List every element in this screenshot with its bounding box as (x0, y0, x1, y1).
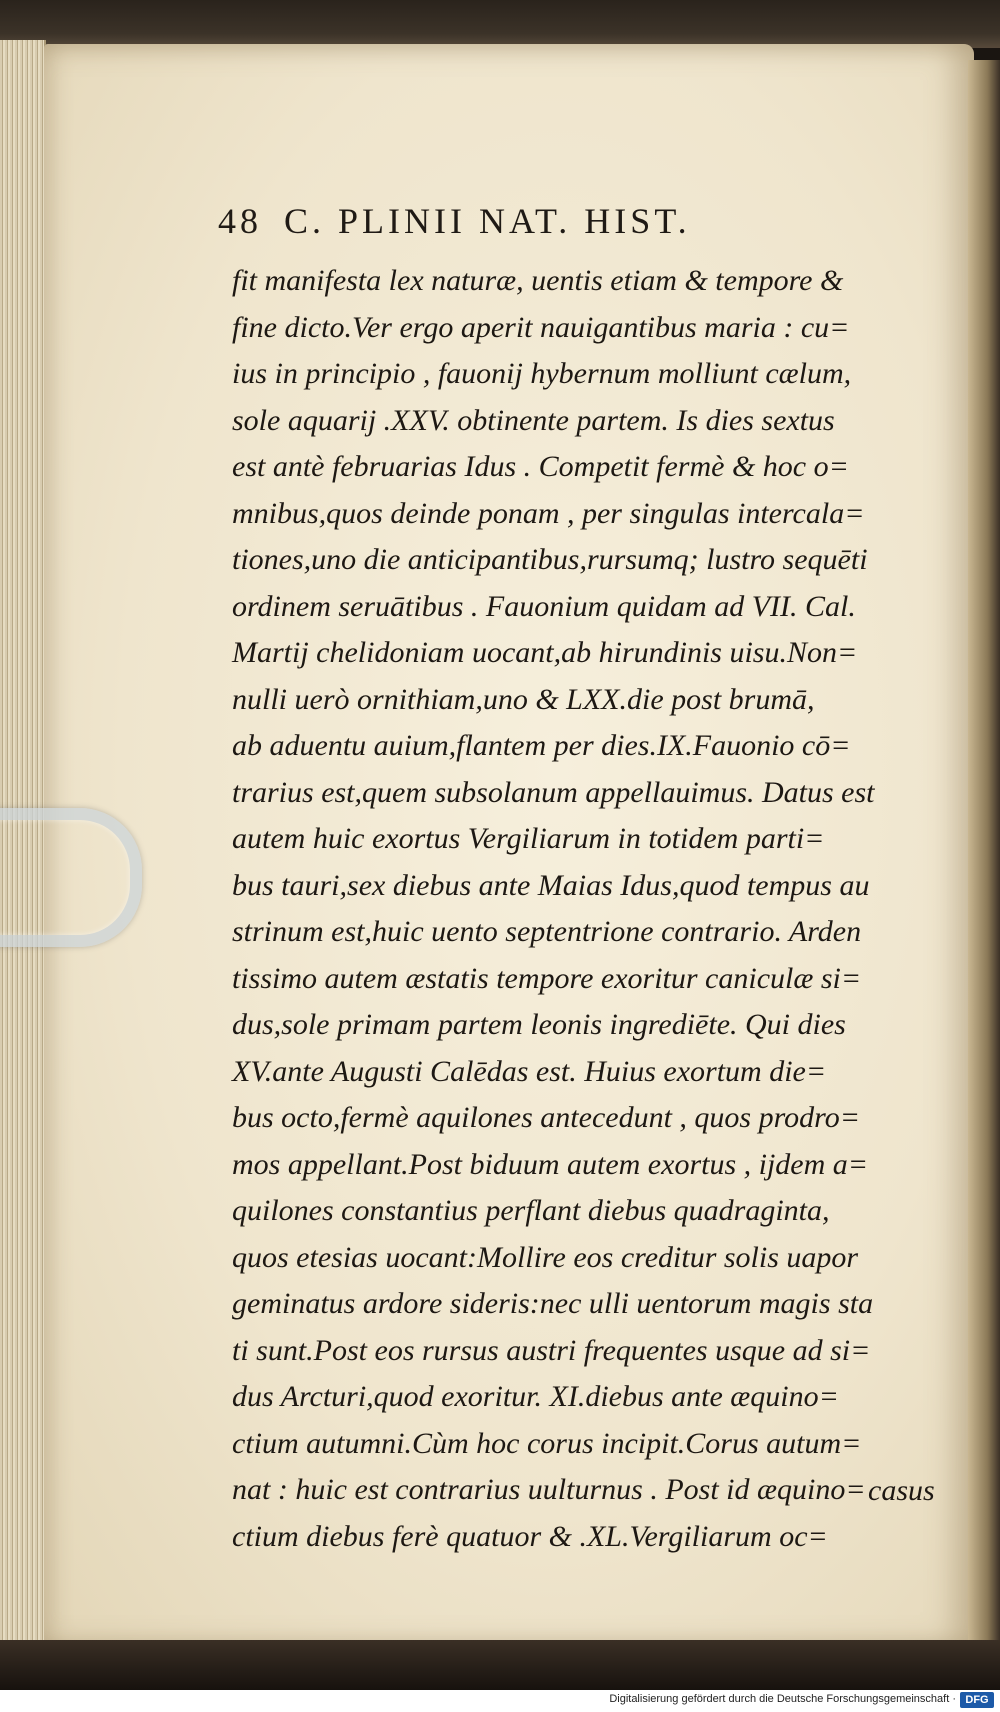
catchword: casus (868, 1474, 935, 1507)
text-line: fit manifesta lex naturæ, uentis etiam & tempore & (232, 264, 844, 297)
text-line: ius in principio , fauonij hybernum molliunt cælum, (232, 357, 852, 390)
text-line: bus octo,fermè aquilones antecedunt , quos prodro= (232, 1101, 860, 1134)
text-line: bus tauri,sex diebus ante Maias Idus,quod tempus au (232, 868, 870, 902)
text-line: tissimo autem æstatis tempore exoritur caniculæ si= (232, 961, 862, 995)
text-line: ctium autumni.Cùm hoc corus incipit.Corus autum= (232, 1426, 862, 1460)
running-header (218, 200, 818, 250)
text-line: geminatus ardore sideris:nec ulli uentorum magis sta (232, 1287, 874, 1320)
dfg-logo: DFG (960, 1692, 994, 1708)
text-line: fine dicto.Ver ergo aperit nauigantibus maria : cu= (232, 310, 850, 344)
funding-credit: Digitalisierung gefördert durch die Deutsche Forschungsgemeinschaft · (609, 1693, 956, 1705)
text-line: nulli uerò ornithiam,uno & LXX.die post brumā, (232, 682, 815, 716)
text-line: est antè februarias Idus . Competit fermè & hoc o= (232, 450, 849, 483)
bookmark-clip (0, 808, 142, 947)
page-number: 48 (218, 201, 262, 241)
running-head-title: C. PLINII NAT. HIST. (284, 201, 691, 241)
digitization-footer (0, 1690, 1000, 1712)
text-line: ctium diebus ferè quatuor & .XL.Vergiliarum oc= (232, 1519, 828, 1553)
text-line: nat : huic est contrarius uulturnus . Post id æquino= (232, 1473, 866, 1506)
body-text (232, 258, 932, 1560)
text-line: tiones,uno die anticipantibus,rursumq; lustro sequēti (232, 543, 868, 576)
text-line: quos etesias uocant:Mollire eos creditur solis uapor (232, 1240, 859, 1274)
text-line: dus Arcturi,quod exoritur. XI.diebus ante æquino= (232, 1380, 839, 1413)
text-line: strinum est,huic uento septentrione contrario. Arden (232, 915, 862, 948)
text-line: quilones constantius perflant diebus quadraginta, (232, 1194, 830, 1227)
text-line: mnibus,quos deinde ponam , per singulas intercala= (232, 496, 865, 530)
text-line: autem huic exortus Vergiliarum in totidem parti= (232, 822, 825, 855)
page-edge-right (968, 60, 1000, 1640)
text-line: mos appellant.Post biduum autem exortus , ijdem a= (232, 1147, 869, 1181)
text-line: dus,sole primam partem leonis ingrediēte. Qui dies (232, 1008, 846, 1041)
text-line: trarius est,quem subsolanum appellauimus. Datus est (232, 775, 875, 809)
bottom-shadow (0, 1640, 1000, 1690)
text-line: sole aquarij .XXV. obtinente partem. Is dies sextus (232, 403, 835, 437)
text-line: XV.ante Augusti Calēdas est. Huius exortum die= (232, 1054, 827, 1088)
top-shadow (0, 0, 1000, 48)
text-line: ordinem seruātibus . Fauonium quidam ad VII. Cal. (232, 589, 856, 623)
text-line: ti sunt.Post eos rursus austri frequentes usque ad si= (232, 1333, 871, 1367)
text-line: Martij chelidoniam uocant,ab hirundinis uisu.Non= (232, 636, 858, 669)
text-line: ab aduentu auium,flantem per dies.IX.Fauonio cō= (232, 729, 851, 762)
